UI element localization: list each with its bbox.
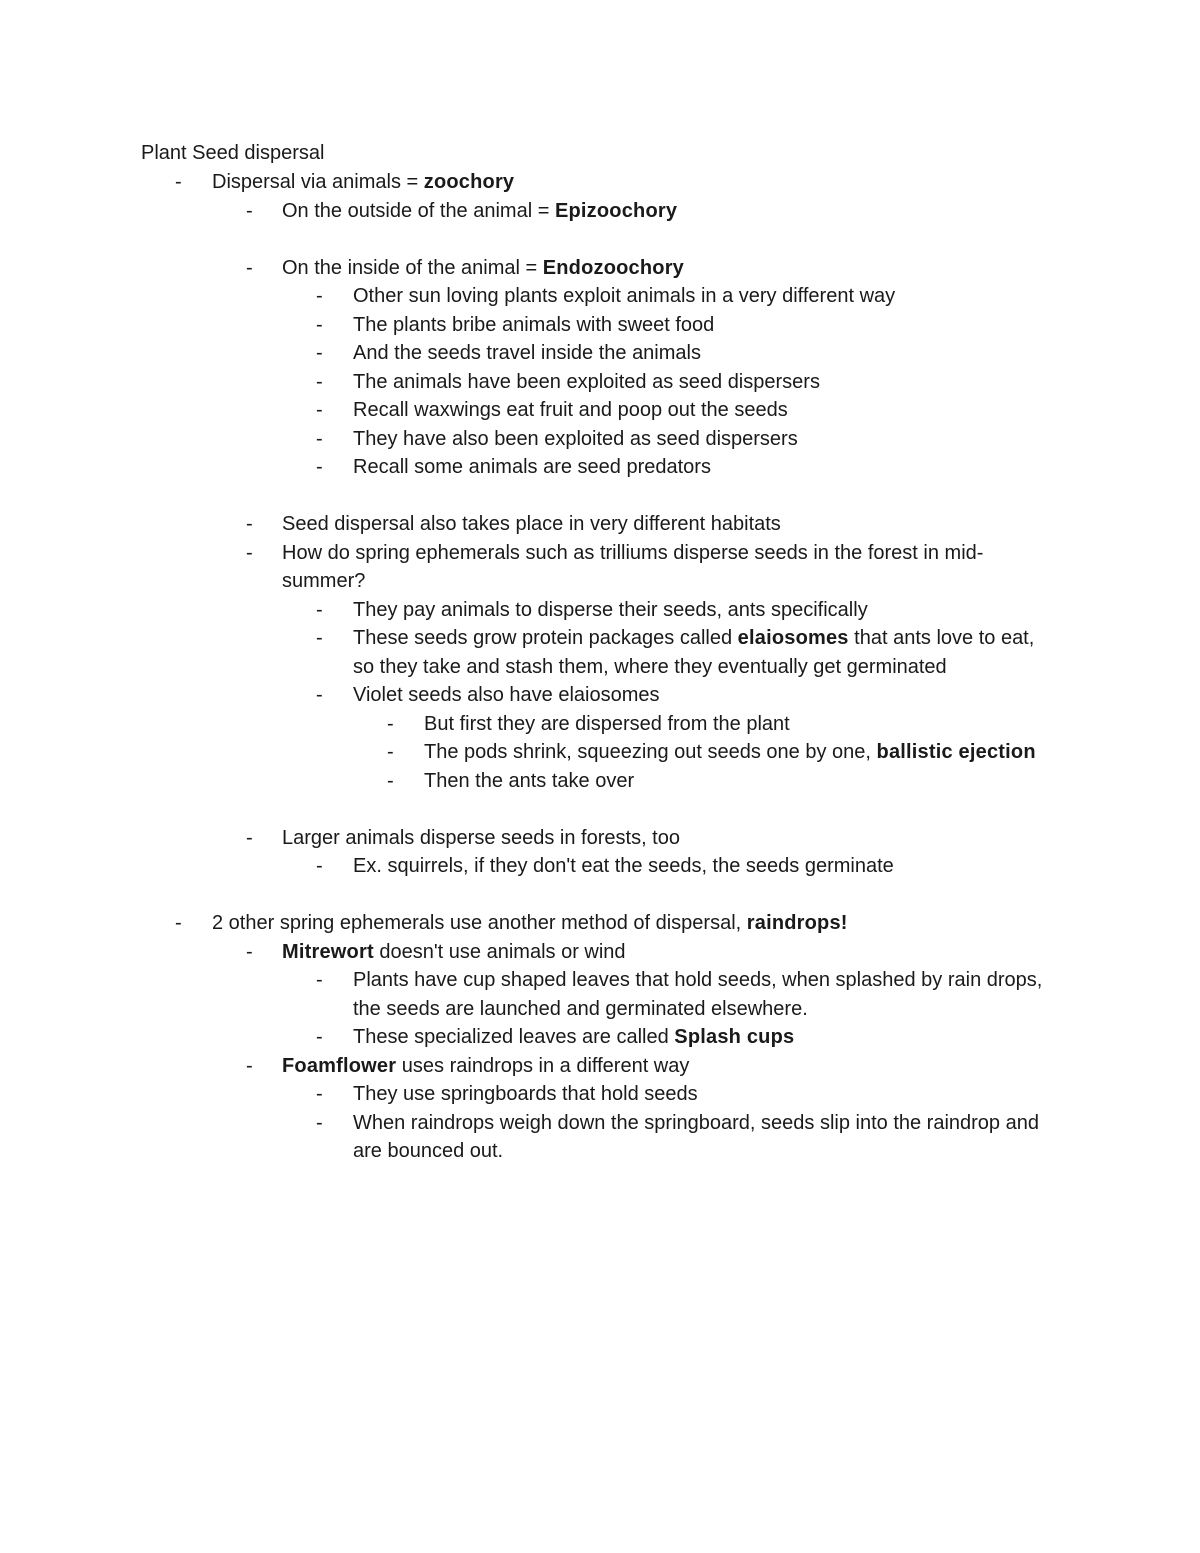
bullet-dash: -: [175, 912, 182, 934]
bullet-dash: -: [316, 1111, 323, 1134]
blank-line: [0, 881, 1200, 910]
list-item: [0, 1052, 1200, 1081]
item-bold-term: Epizoochory: [554, 199, 678, 222]
list-item-text: [282, 197, 1052, 226]
list-item: [0, 1109, 1200, 1166]
list-item: [0, 197, 1200, 226]
list-item: [0, 824, 1200, 853]
list-item: [0, 710, 1200, 739]
list-item: [0, 254, 1200, 283]
list-item-text: [353, 396, 1053, 425]
item-text: On the outside of the animal =: [282, 199, 555, 222]
item-text: The pods shrink, squeezing out seeds one by one,: [424, 741, 877, 763]
item-bold-term: elaiosomes: [737, 627, 849, 649]
list-item: [0, 909, 1200, 938]
list-item-text: [212, 168, 1072, 197]
list-item: [0, 311, 1200, 340]
list-item: [0, 1080, 1200, 1109]
item-text: They have also been exploited as seed dispersers: [353, 427, 798, 450]
bullet-dash: -: [316, 1083, 323, 1105]
bullet-dash: -: [316, 969, 323, 991]
list-item: [0, 624, 1200, 681]
bullet-dash: -: [387, 769, 394, 792]
item-bold-term: ballistic ejection: [876, 741, 1036, 763]
list-item-text: [353, 624, 1053, 681]
item-text: 2 other spring ephemerals use another method of dispersal,: [212, 912, 747, 934]
list-item-text: [353, 596, 1053, 625]
list-item: [0, 539, 1200, 596]
bullet-dash: -: [316, 427, 323, 450]
bullet-dash: -: [316, 370, 323, 393]
item-text: Other sun loving plants exploit animals in a very different way: [353, 285, 896, 307]
item-bold-term: Splash cups: [674, 1026, 795, 1048]
bullet-dash: -: [387, 712, 394, 735]
list-item: [0, 681, 1200, 710]
list-item: [0, 396, 1200, 425]
list-item: [0, 282, 1200, 311]
bullet-dash: -: [246, 199, 253, 222]
item-text: Ex. squirrels, if they don't eat the seeds, the seeds germinate: [353, 855, 894, 877]
item-text: When raindrops weigh down the springboard, seeds slip into the raindrop and are bounced out.: [353, 1111, 1039, 1162]
bullet-dash: -: [175, 171, 182, 193]
list-item-text: [353, 852, 1053, 881]
item-bold-term: Foamflower: [282, 1054, 397, 1077]
bullet-dash: -: [316, 399, 323, 421]
list-item-text: [353, 966, 1053, 1023]
bullet-dash: -: [316, 1026, 323, 1048]
item-text: Seed dispersal also takes place in very different habitats: [282, 513, 781, 535]
list-item-text: [282, 824, 1052, 853]
list-item-text: [353, 311, 1053, 340]
bullet-dash: -: [246, 940, 253, 963]
bullet-dash: -: [316, 342, 323, 364]
list-item-text: [212, 909, 1072, 938]
list-item: [0, 168, 1200, 197]
list-item-text: [282, 254, 1052, 283]
list-item: [0, 339, 1200, 368]
item-text: But first they are dispersed from the plant: [424, 712, 790, 735]
list-item: [0, 738, 1200, 767]
bullet-dash: -: [316, 285, 323, 307]
list-item-text: [353, 339, 1053, 368]
bullet-dash: -: [316, 627, 323, 649]
list-item: [0, 966, 1200, 1023]
item-text: Recall waxwings eat fruit and poop out the seeds: [353, 399, 788, 421]
bullet-dash: -: [246, 541, 253, 564]
list-item-text: [353, 1023, 1053, 1052]
list-item: [0, 453, 1200, 482]
list-item: [0, 596, 1200, 625]
list-item-text: [353, 681, 1053, 710]
bullet-outline: [0, 168, 1200, 1166]
item-text: And the seeds travel inside the animals: [353, 342, 701, 364]
item-text: Larger animals disperse seeds in forests, too: [282, 826, 680, 849]
bullet-dash: -: [387, 741, 394, 763]
bullet-dash: -: [316, 456, 323, 478]
list-item: [0, 510, 1200, 539]
bullet-dash: -: [246, 1054, 253, 1077]
item-bold-term: Endozoochory: [542, 256, 685, 279]
item-text: These seeds grow protein packages called: [353, 627, 738, 649]
bullet-dash: -: [246, 256, 253, 279]
blank-line: [0, 225, 1200, 254]
item-text-continued: that ants love to eat, so they take and stash them, where they eventually get germinated: [353, 627, 1035, 678]
item-text: The animals have been exploited as seed dispersers: [353, 370, 820, 393]
item-text: Plants have cup shaped leaves that hold seeds, when splashed by rain drops, the seeds are launched and germinated elsewhere.: [353, 969, 1043, 1020]
list-item-text: [353, 1109, 1053, 1166]
list-item: [0, 425, 1200, 454]
list-item-text: [282, 510, 1052, 539]
item-text: Dispersal via animals =: [212, 171, 424, 193]
list-item-text: [424, 767, 1044, 796]
blank-line: [0, 482, 1200, 511]
list-item-text: [353, 282, 1053, 311]
item-text: These specialized leaves are called: [353, 1026, 675, 1048]
list-item-text: [282, 539, 1052, 596]
list-item-text: [353, 425, 1053, 454]
bullet-dash: -: [246, 513, 253, 535]
list-item-text: [353, 368, 1053, 397]
bullet-dash: -: [246, 826, 253, 849]
item-bold-term: Mitrewort: [282, 940, 374, 963]
item-text: They use springboards that hold seeds: [353, 1083, 698, 1105]
item-text: Violet seeds also have elaiosomes: [353, 684, 660, 706]
item-text: They pay animals to disperse their seeds, ants specifically: [353, 598, 868, 621]
bullet-dash: -: [316, 855, 323, 877]
list-item: [0, 938, 1200, 967]
item-bold-term: zoochory: [423, 171, 515, 193]
list-item-text: [353, 1080, 1053, 1109]
list-item-text: [424, 738, 1044, 767]
item-text: Recall some animals are seed predators: [353, 456, 711, 478]
item-text-continued: doesn't use animals or wind: [373, 940, 626, 963]
list-item: [0, 767, 1200, 796]
item-text: On the inside of the animal =: [282, 256, 543, 279]
list-item: [0, 1023, 1200, 1052]
list-item: [0, 852, 1200, 881]
document-title: Plant Seed dispersal: [141, 142, 325, 164]
list-item-text: [282, 938, 1052, 967]
list-item-text: [353, 453, 1053, 482]
list-item: [0, 368, 1200, 397]
list-item-text: [424, 710, 1044, 739]
blank-line: [0, 795, 1200, 824]
item-text: How do spring ephemerals such as trilliums disperse seeds in the forest in mid-summer?: [282, 541, 984, 592]
list-item-text: [282, 1052, 1052, 1081]
bullet-dash: -: [316, 598, 323, 621]
bullet-dash: -: [316, 684, 323, 706]
item-text: Then the ants take over: [424, 769, 635, 792]
item-text: The plants bribe animals with sweet food: [353, 313, 715, 336]
item-bold-term: raindrops!: [746, 912, 848, 934]
bullet-dash: -: [316, 313, 323, 336]
item-text-continued: uses raindrops in a different way: [396, 1054, 690, 1077]
